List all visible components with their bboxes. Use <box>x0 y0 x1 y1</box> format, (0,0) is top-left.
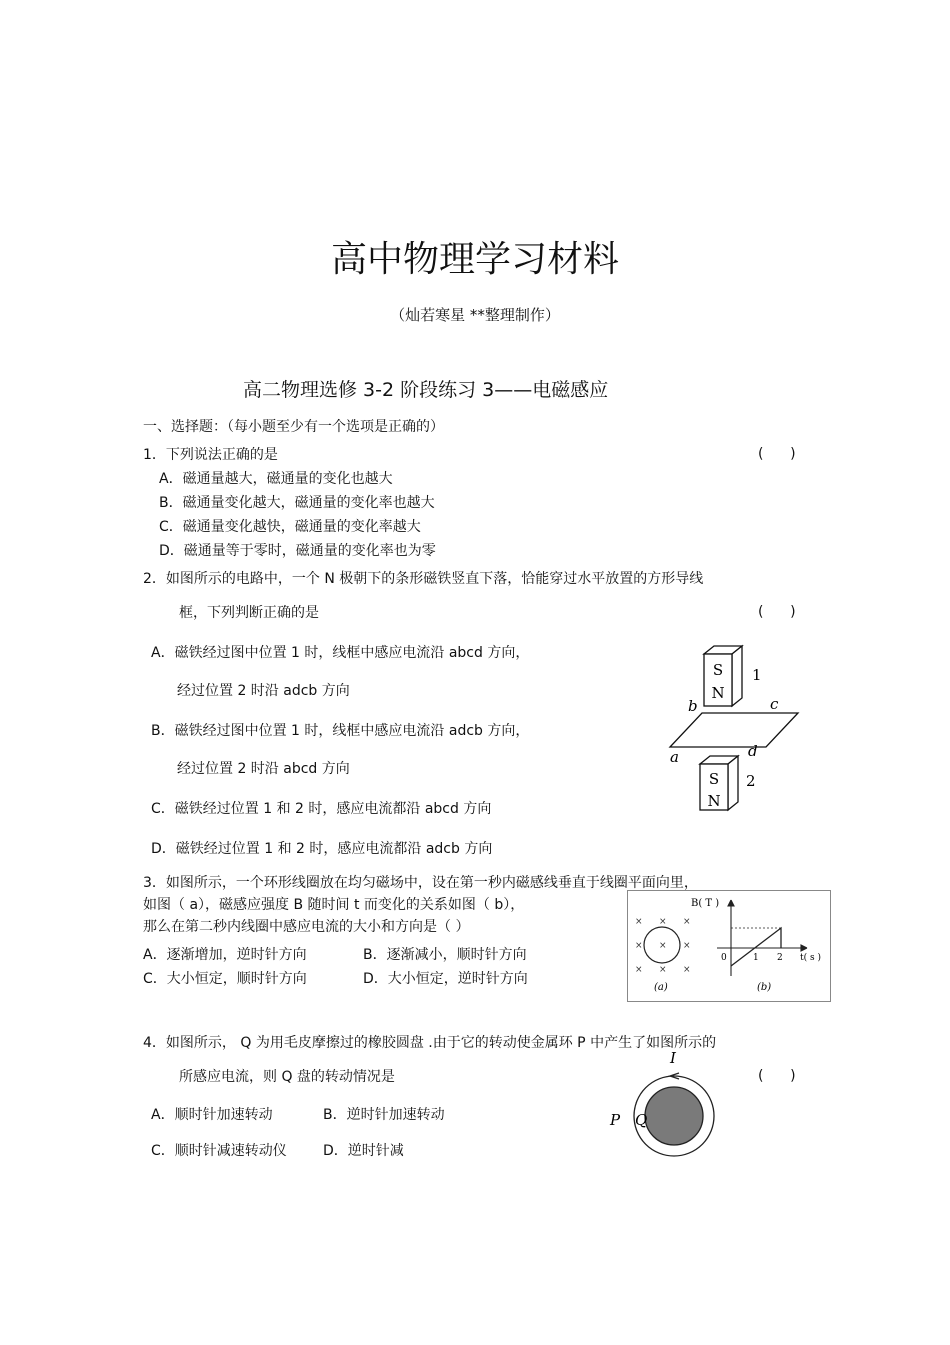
graph-x-label: t( s ) <box>800 953 821 963</box>
svg-text:×: × <box>635 941 643 951</box>
q1-stem: 1．下列说法正确的是 <box>143 447 278 463</box>
square-loop <box>670 713 798 747</box>
q2-answer-blank: ( ) <box>758 604 796 620</box>
magnet-lower-n-label: N <box>707 792 721 810</box>
figure-b-caption: (b) <box>757 982 772 993</box>
disk-q-label: Q <box>635 1111 648 1129</box>
q2-option-d: D．磁铁经过位置 1 和 2 时，感应电流都沿 adcb 方向 <box>151 841 493 857</box>
svg-text:×: × <box>659 965 667 975</box>
q3-stem-line1: 3．如图所示，一个环形线圈放在均匀磁场中，设在第一秒内磁感线垂直于线圈平面向里， <box>143 875 698 891</box>
corner-c-label: c <box>770 695 779 713</box>
svg-text:×: × <box>659 941 667 951</box>
svg-text:×: × <box>683 965 691 975</box>
q2-option-c: C．磁铁经过位置 1 和 2 时，感应电流都沿 abcd 方向 <box>151 801 492 817</box>
q1-option-d: D．磁通量等于零时，磁通量的变化率也为零 <box>159 543 436 559</box>
corner-d-label: d <box>748 742 758 760</box>
q2-option-a-line1: A．磁铁经过图中位置 1 时，线框中感应电流沿 abcd 方向， <box>151 645 530 661</box>
q4-stem-line2: 所感应电流，则 Q 盘的转动情况是 <box>179 1069 395 1085</box>
position-1-label: 1 <box>752 666 762 684</box>
corner-b-label: b <box>688 697 698 715</box>
q3-field-and-graph-figure <box>627 890 831 1002</box>
q4-option-b: B．逆时针加速转动 <box>323 1107 445 1123</box>
document-title: 高中物理学习材料 <box>330 239 619 280</box>
svg-text:×: × <box>659 917 667 927</box>
q4-ring-disk-figure <box>600 1048 730 1166</box>
graph-tick-2: 2 <box>777 953 783 963</box>
q2-option-b-line2: 经过位置 2 时沿 abcd 方向 <box>177 761 350 777</box>
q2-stem-line2: 框，下列判断正确的是 <box>179 605 319 621</box>
q3-stem-line2: 如图（ a），磁感应强度 B 随时间 t 而变化的关系如图（ b）， <box>143 897 525 913</box>
graph-tick-1: 1 <box>753 953 759 963</box>
svg-text:×: × <box>635 965 643 975</box>
q2-stem-line1: 2．如图所示的电路中，一个 N 极朝下的条形磁铁竖直下落，恰能穿过水平放置的方形导线 <box>143 571 704 587</box>
q3-option-c: C．大小恒定，顺时针方向 <box>143 971 307 987</box>
document-subtitle: （灿若寒星 **整理制作） <box>390 306 560 324</box>
magnet-upper-n-label: N <box>711 684 725 702</box>
q4-option-a: A．顺时针加速转动 <box>151 1107 273 1123</box>
current-i-label: I <box>670 1049 676 1067</box>
ring-p-label: P <box>610 1111 621 1129</box>
q4-option-c: C．顺时针减速转动仪 <box>151 1143 287 1159</box>
figure-a-caption: (a) <box>654 982 668 993</box>
q1-option-c: C．磁通量变化越快，磁通量的变化率越大 <box>159 519 421 535</box>
svg-text:×: × <box>635 917 643 927</box>
q4-stem-line1: 4．如图所示， Q 为用毛皮摩擦过的橡胶圆盘 .由于它的转动使金属环 P 中产生了如图所示的 <box>143 1035 717 1051</box>
q1-option-b: B．磁通量变化越大，磁通量的变化率也越大 <box>159 495 435 511</box>
q3-option-b: B．逐渐减小，顺时针方向 <box>363 947 527 963</box>
rubber-disk-q <box>645 1087 703 1145</box>
svg-text:×: × <box>683 917 691 927</box>
q2-option-b-line1: B．磁铁经过图中位置 1 时，线框中感应电流沿 adcb 方向， <box>151 723 530 739</box>
graph-origin-label: 0 <box>721 953 727 963</box>
q4-option-d: D．逆时针减 <box>323 1143 404 1159</box>
q3-option-d: D．大小恒定，逆时针方向 <box>363 971 528 987</box>
section-label: 一、选择题：（每小题至少有一个选项是正确的） <box>143 419 444 435</box>
magnet-lower-s-label: S <box>708 770 720 788</box>
magnet-upper-s-label: S <box>712 661 724 679</box>
graph-y-label: B( T ) <box>691 898 720 909</box>
q4-answer-blank: ( ) <box>758 1068 796 1084</box>
corner-a-label: a <box>670 748 679 766</box>
q2-option-a-line2: 经过位置 2 时沿 adcb 方向 <box>177 683 350 699</box>
exercise-heading: 高二物理选修 3-2 阶段练习 3——电磁感应 <box>243 379 609 401</box>
q1-answer-blank: ( ) <box>758 446 796 462</box>
q3-stem-line3: 那么在第二秒内线圈中感应电流的大小和方向是（ ） <box>143 919 470 935</box>
position-2-label: 2 <box>746 772 756 790</box>
q3-option-a: A．逐渐增加，逆时针方向 <box>143 947 307 963</box>
svg-text:×: × <box>683 941 691 951</box>
q2-magnet-loop-figure <box>660 640 810 820</box>
q1-option-a: A．磁通量越大，磁通量的变化也越大 <box>159 471 393 487</box>
